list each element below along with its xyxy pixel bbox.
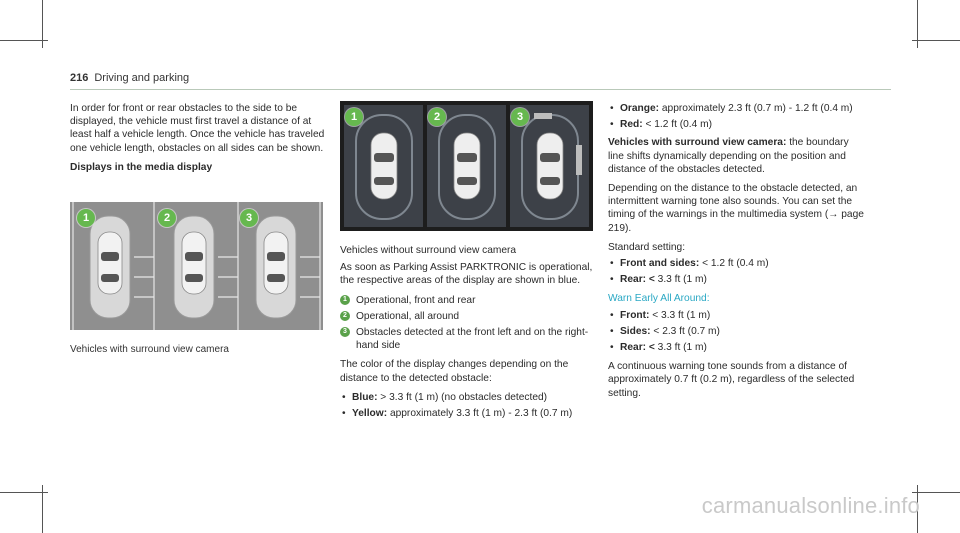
- watermark: carmanualsonline.info: [701, 493, 920, 518]
- list-item: [608, 102, 866, 115]
- bullet-label: Front and sides:: [620, 258, 700, 270]
- figure-badge-2: 2: [428, 108, 446, 126]
- list-item: [340, 407, 596, 420]
- item-text: Operational, all around: [356, 310, 460, 322]
- warn-early-heading: Warn Early All Around:: [608, 293, 710, 305]
- item-text: Obstacles detected at the front left and on the right-hand side: [356, 327, 589, 352]
- surround-text: the boundary line shifts dynamically depending on the position and distance of the obstacles detected.: [608, 137, 849, 175]
- bullet-label: Rear: <: [620, 342, 655, 354]
- surround-label: Vehicles with surround view camera:: [608, 137, 787, 149]
- crop-mark-tr-h: [912, 40, 960, 41]
- item-text: Operational, front and rear: [356, 294, 476, 306]
- page-number: 216: [70, 72, 89, 84]
- bullet-text: 3.3 ft (1 m): [654, 342, 707, 354]
- page-header: [70, 72, 189, 84]
- surround-boundary-paragraph: [608, 136, 866, 176]
- crop-mark-tl-h: [0, 40, 48, 41]
- bullet-text: < 1.2 ft (0.4 m): [642, 119, 712, 131]
- list-item: [340, 310, 596, 323]
- no-surround-caption: Vehicles without surround view camera: [340, 245, 517, 256]
- blue-display-paragraph: As soon as Parking Assist PARKTRONIC is operational, the respective areas of the display are shown in blue.: [340, 262, 593, 287]
- section-title: Driving and parking: [94, 72, 190, 84]
- bullet-label: Rear: <: [620, 274, 655, 286]
- bullet-label: Front:: [620, 309, 650, 321]
- figure-badge-1: 1: [345, 108, 363, 126]
- list-item: [608, 273, 866, 286]
- surround-camera-caption: Vehicles with surround view camera: [70, 344, 229, 355]
- item-number: 1: [340, 295, 350, 305]
- surround-camera-figure: [70, 202, 323, 330]
- intro-paragraph: In order for front or rear obstacles to the side to be displayed, the vehicle must first travel a distance of at least half a vehicle length. Once the vehicle has traveled one vehicle length, obstacles on all sides can be shown.: [70, 103, 325, 154]
- continuous-tone-paragraph: A continuous warning tone sounds from a distance of approximately 0.7 ft (0.2 m), regardless of the selected setting.: [608, 361, 855, 399]
- list-item: [340, 391, 596, 404]
- bullet-text: < 2.3 ft (0.7 m): [650, 325, 720, 337]
- bullet-text: < 3.3 ft (1 m): [649, 309, 711, 321]
- bullet-text: < 1.2 ft (0.4 m): [699, 258, 769, 270]
- bullet-label: Sides:: [620, 325, 651, 337]
- bullet-text: approximately 2.3 ft (0.7 m) - 1.2 ft (0.4 m): [659, 103, 853, 114]
- list-item: [608, 118, 866, 131]
- bullet-text: > 3.3 ft (1 m) (no obstacles detected): [377, 391, 548, 403]
- no-surround-camera-illustration: [340, 101, 593, 231]
- list-item: [340, 294, 596, 307]
- figure-badge-3: 3: [511, 108, 529, 126]
- no-surround-camera-figure: [340, 101, 593, 231]
- figure-badge-3: 3: [240, 209, 258, 227]
- bullet-label: Blue:: [352, 391, 378, 403]
- list-item: [608, 341, 866, 354]
- bullet-label: Yellow:: [352, 408, 388, 420]
- warning-tone-paragraph: Depending on the distance to the obstacle detected, an intermittent warning tone also sounds. You can set the timing of the warnings in the multimedia system (→ page 219).: [608, 183, 864, 234]
- list-item: [608, 309, 866, 322]
- figure-badge-1: 1: [77, 209, 95, 227]
- bullet-text: approximately 3.3 ft (1 m) - 2.3 ft (0.7 m): [387, 408, 573, 420]
- figure-badge-2: 2: [158, 209, 176, 227]
- item-number: 2: [340, 311, 350, 321]
- list-item: [608, 257, 866, 270]
- crop-mark-bl-h: [0, 492, 48, 493]
- bullet-label: Red:: [620, 119, 643, 131]
- header-rule: [70, 89, 891, 90]
- standard-setting-label: Standard setting:: [608, 241, 686, 253]
- bullet-text: 3.3 ft (1 m): [654, 274, 707, 286]
- list-item: [608, 325, 866, 338]
- list-item: [340, 326, 596, 352]
- item-number: 3: [340, 327, 350, 337]
- media-display-heading: Displays in the media display: [70, 161, 213, 173]
- right-column: [608, 102, 866, 406]
- left-column: [70, 102, 326, 180]
- bullet-label: Orange:: [620, 103, 660, 114]
- surround-camera-illustration: [70, 202, 323, 330]
- middle-column: [340, 244, 596, 423]
- color-change-paragraph: The color of the display changes depending on the distance to the detected obstacle:: [340, 359, 569, 384]
